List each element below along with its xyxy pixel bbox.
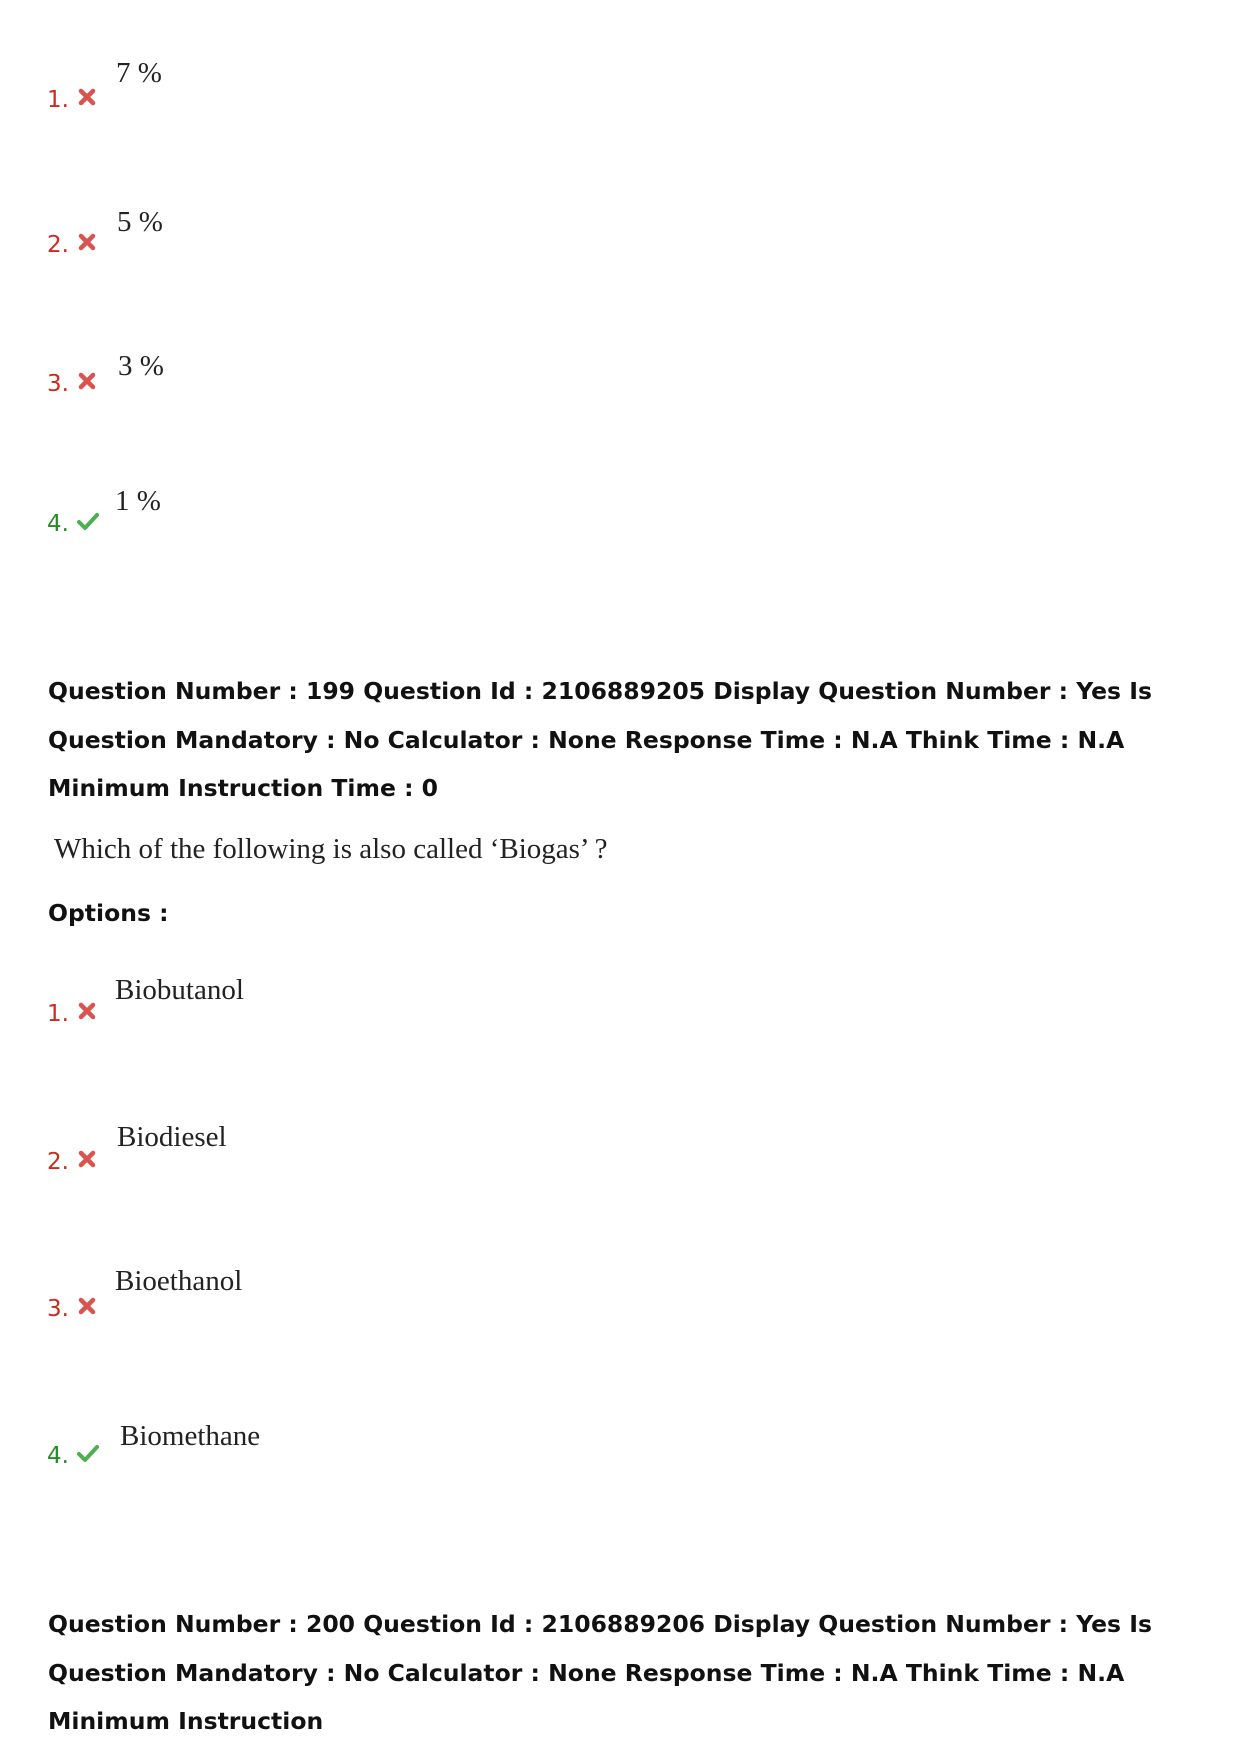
cross-icon (77, 371, 97, 391)
option-text: 1 % (115, 485, 161, 517)
check-icon (76, 1443, 100, 1463)
option-number: 1. (47, 87, 69, 113)
options-label: Options : (48, 899, 169, 927)
option-text: Biodiesel (117, 1121, 227, 1153)
option-text: Bioethanol (115, 1265, 243, 1297)
cross-icon (77, 1001, 97, 1021)
option-number: 4. (47, 1443, 69, 1469)
cross-icon (77, 1149, 97, 1169)
question-text: Which of the following is also called ‘Biogas’ ? (54, 833, 608, 865)
cross-icon (77, 1296, 97, 1316)
option-text: 3 % (118, 350, 164, 382)
option-text: 5 % (117, 206, 163, 238)
cross-icon (77, 232, 97, 252)
option-text: 7 % (116, 57, 162, 89)
option-text: Biomethane (120, 1420, 261, 1452)
option-number: 1. (47, 1001, 69, 1027)
option-number: 3. (47, 1296, 69, 1322)
cross-icon (77, 87, 97, 107)
option-number: 2. (47, 232, 69, 258)
option-number: 3. (47, 371, 69, 397)
check-icon (76, 511, 100, 531)
option-number: 2. (47, 1149, 69, 1175)
option-text: Biobutanol (115, 974, 244, 1006)
option-number: 4. (47, 511, 69, 537)
question-meta: Question Number : 199 Question Id : 2106889205 Display Question Number : Yes Is Question Mandatory : No Calculator : None Response Time : N.A Think Time : N.A Minimum Instruction Time : 0 (48, 677, 1152, 802)
question-meta: Question Number : 200 Question Id : 2106889206 Display Question Number : Yes Is Question Mandatory : No Calculator : None Response Time : N.A Think Time : N.A Minimum Instruction (48, 1610, 1152, 1735)
